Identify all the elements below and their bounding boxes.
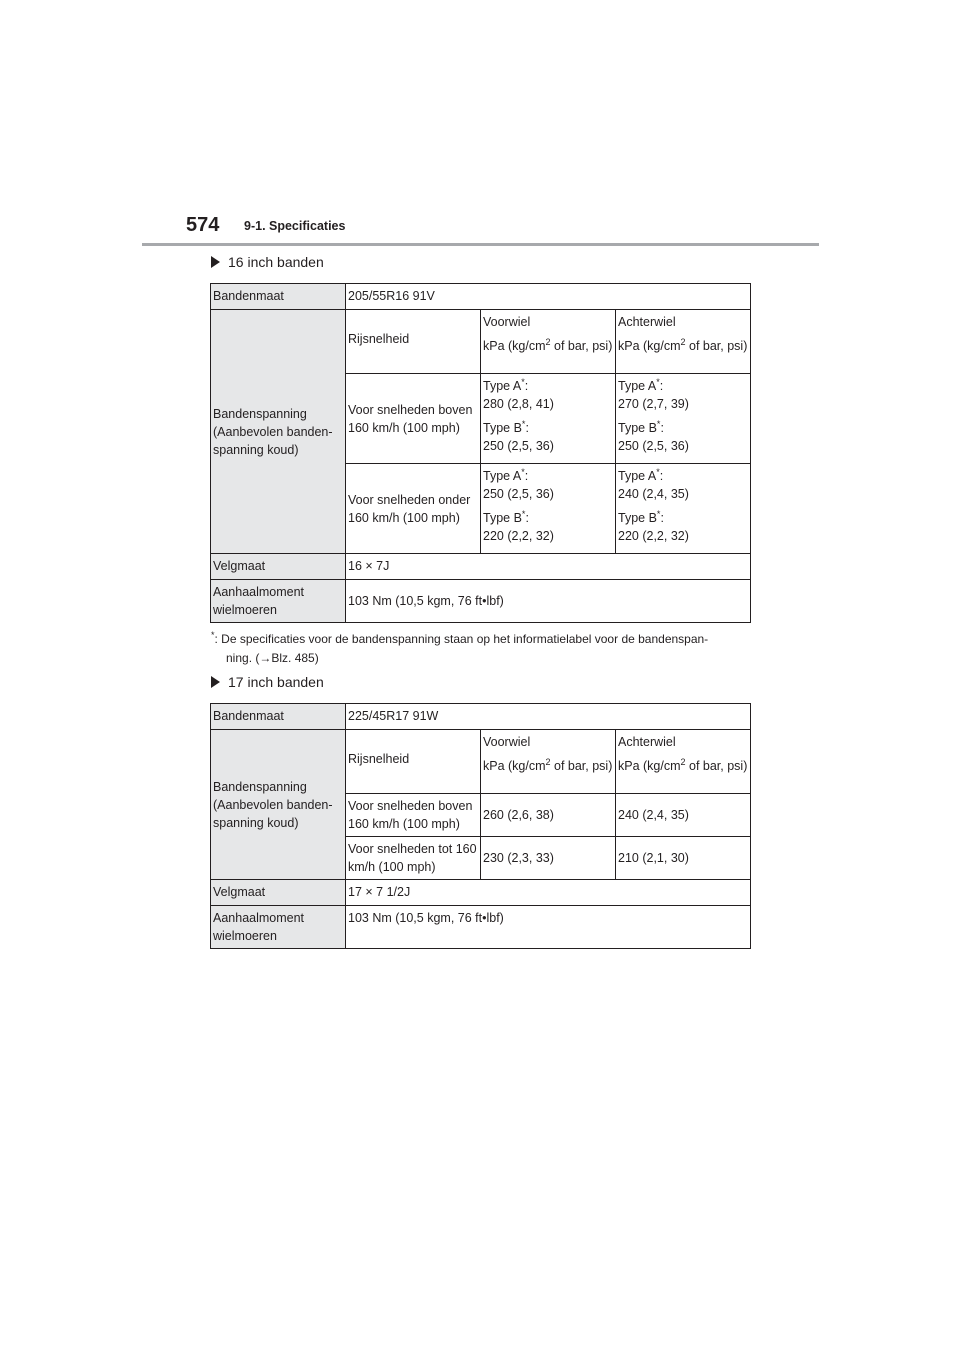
rear-wheel-header [616,310,751,374]
rear-pressure-cell: 210 (2,1, 30) [616,837,751,880]
rim-size-label: Velgmaat [211,880,346,906]
tire-size-value: 205/55R16 91V [346,284,751,310]
tire-size-value: 225/45R17 91W [346,704,751,730]
subhead-16-inch [211,254,324,270]
rear-wheel-header [616,730,751,794]
triangle-bullet-icon [211,676,220,688]
torque-label: Aanhaalmoment wielmoeren [211,906,346,949]
section-title: 9-1. Specificaties [244,219,346,233]
header-rule [142,243,819,246]
torque-value: 103 Nm (10,5 kgm, 76 ft•lbf) [346,580,751,623]
speed-condition: Voor snelheden tot 160 km/h (100 mph) [346,837,481,880]
spec-table-16-inch [210,283,751,623]
rear-wheel-title: Achterwiel [618,315,676,329]
speed-condition: Voor snelheden onder 160 km/h (100 mph) [346,464,481,554]
page-number: 574 [186,214,220,236]
front-pressure-cell: 230 (2,3, 33) [481,837,616,880]
front-wheel-title: Voorwiel [483,315,531,329]
rear-wheel-unit: kPa ($kg/cm^2$ of bar, psi) [618,336,748,353]
tire-size-label: Bandenmaat [211,704,346,730]
subhead-text: 16 inch banden [228,254,324,270]
rear-wheel-unit: kPa ($kg/cm^2$ of bar, psi) [618,756,748,773]
table-row [211,906,751,949]
table-row [211,704,751,730]
torque-label: Aanhaalmoment wielmoeren [211,580,346,623]
spec-table-17-inch [210,703,751,949]
speed-label: Rijsnelheid [346,730,481,794]
subhead-17-inch [211,674,324,690]
rear-pressure-cell: Type A*: 270 (2,7, 39) Type B*: 250 (2,5, 36) [616,374,751,464]
front-wheel-unit: kPa ($kg/cm^2$ of bar, psi) [483,756,613,773]
subhead-text: 17 inch banden [228,674,324,690]
rear-pressure-cell: 240 (2,4, 35) [616,794,751,837]
pressure-label: Bandenspanning (Aanbevolen banden- spanning koud) [211,310,346,554]
rim-size-value: 16 × 7J [346,554,751,580]
table-row [211,310,751,374]
rear-wheel-title: Achterwiel [618,735,676,749]
table-row [211,730,751,794]
tire-size-label: Bandenmaat [211,284,346,310]
front-wheel-title: Voorwiel [483,735,531,749]
footnote: *: De specificaties voor de bandenspanning staan op het informatielabel voor de bandenspan- ning. (→Blz. 485) [211,630,709,665]
speed-condition: Voor snelheden boven 160 km/h (100 mph) [346,374,481,464]
table-row [211,284,751,310]
rim-size-label: Velgmaat [211,554,346,580]
front-pressure-cell: Type A*: 280 (2,8, 41) Type B*: 250 (2,5, 36) [481,374,616,464]
speed-label: Rijsnelheid [346,310,481,374]
front-wheel-unit: kPa ($kg/cm^2$ of bar, psi) [483,336,613,353]
table-row [211,880,751,906]
speed-condition: Voor snelheden boven 160 km/h (100 mph) [346,794,481,837]
front-wheel-header [481,310,616,374]
front-pressure-cell: Type A*: 250 (2,5, 36) Type B*: 220 (2,2, 32) [481,464,616,554]
front-wheel-header [481,730,616,794]
table-row [211,554,751,580]
table-row [211,580,751,623]
rim-size-value: 17 × 7 1/2J [346,880,751,906]
front-pressure-cell: 260 (2,6, 38) [481,794,616,837]
torque-value: 103 Nm (10,5 kgm, 76 ft•lbf) [346,906,751,949]
pressure-label: Bandenspanning (Aanbevolen banden- spanning koud) [211,730,346,880]
triangle-bullet-icon [211,256,220,268]
rear-pressure-cell: Type A*: 240 (2,4, 35) Type B*: 220 (2,2, 32) [616,464,751,554]
